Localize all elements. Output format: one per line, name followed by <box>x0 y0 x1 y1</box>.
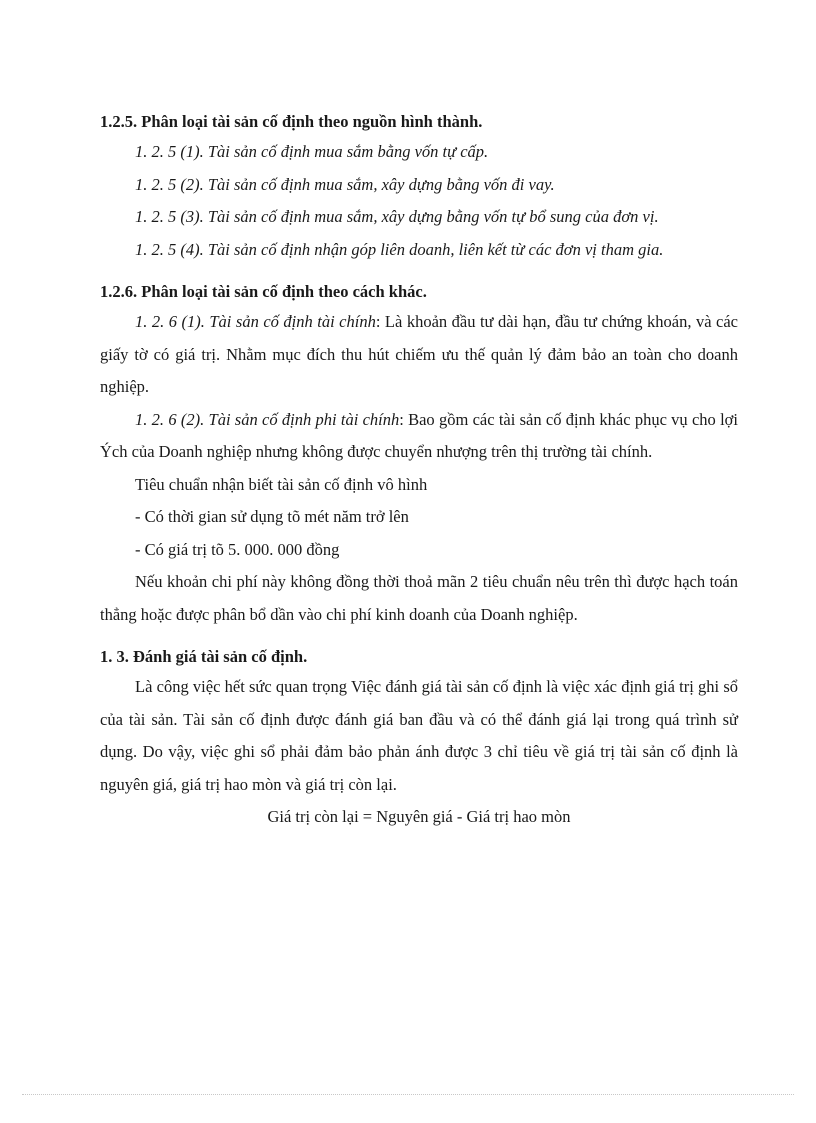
criteria-title: Tiêu chuẩn nhận biết tài sản cố định vô hình <box>135 474 428 494</box>
section-gap <box>100 631 738 643</box>
item-label: 1. 2. 6 (2). Tài sản cố định phi tài chính <box>135 409 400 429</box>
section-heading-1-2-5: 1.2.5. Phân loại tài sản cố định theo nguồn hình thành. <box>100 112 483 131</box>
paragraph-non-financial-assets <box>100 404 738 469</box>
list-item: 1. 2. 5 (2). Tài sản cố định mua sắm, xây dựng bằng vốn đi vay. <box>135 174 555 194</box>
section-heading-1-2-6: 1.2.6. Phân loại tài sản cố định theo cách khác. <box>100 282 427 301</box>
list-item: 1. 2. 5 (3). Tài sản cố định mua sắm, xây dựng bằng vốn tự bổ sung của đơn vị. <box>135 207 659 226</box>
formula: Giá trị còn lại = Nguyên giá - Giá trị hao mòn <box>267 807 571 826</box>
page-bottom-divider <box>22 1094 794 1095</box>
paragraph-financial-assets <box>100 306 738 404</box>
list-item: 1. 2. 5 (1). Tài sản cố định mua sắm bằng vốn tự cấp. <box>135 142 489 161</box>
section-gap <box>100 266 738 278</box>
page-content <box>100 108 738 834</box>
body-paragraph: Là công việc hết sức quan trọng Việc đánh giá tài sản cố định là việc xác định giá trị ghi sổ của tài sản. Tài sản cố định được đánh giá ban đầu và có thể đánh giá lại trong quá trình sử dụng. Do vậy, việc ghi sổ phải đảm bảo phản ánh được 3 chỉ tiêu về giá trị tài sản cố định là nguyên giá, giá trị hao mòn và giá trị còn lại. <box>100 677 738 794</box>
item-text: : Là khoản đầu tư dài hạn, đầu tư chứng khoán, và các giấy tờ có giá trị. Nhằm mục đích thu hút chiếm ưu thế quản lý đảm bảo an toàn cho doanh nghiệp. <box>100 312 738 396</box>
criteria-item: - Có giá trị tõ 5. 000. 000 đồng <box>135 539 340 559</box>
list-item: 1. 2. 5 (4). Tài sản cố định nhận góp liên doanh, liên kết từ các đơn vị tham gia. <box>135 239 664 259</box>
note-paragraph: Nếu khoản chi phí này không đồng thời thoả mãn 2 tiêu chuẩn nêu trên thì được hạch toán thẳng hoặc được phân bổ dần vào chi phí kinh doanh của Doanh nghiệp. <box>100 572 738 624</box>
criteria-item: - Có thời gian sử dụng tõ mét năm trở lên <box>135 507 409 526</box>
section-heading-1-3: 1. 3. Đánh giá tài sản cố định. <box>100 647 308 666</box>
item-label: 1. 2. 6 (1). Tài sản cố định tài chính <box>135 312 376 331</box>
item-text: : Bao gồm các tài sản cố định khác phục vụ cho lợi Ých của Doanh nghiệp nhưng không được chuyển nhượng trên thị trường tài chính. <box>100 409 738 461</box>
